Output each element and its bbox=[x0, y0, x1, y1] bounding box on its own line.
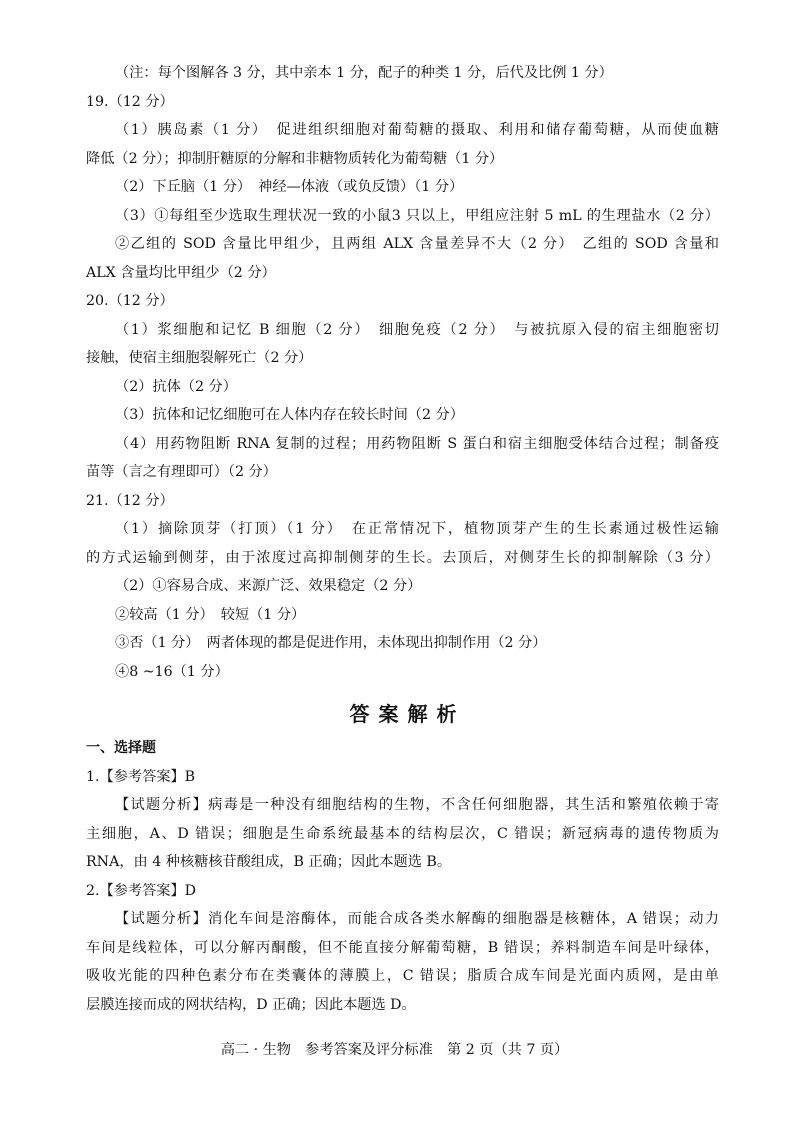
text-line: （1）摘除顶芽（打顶）（1 分） 在正常情况下，植物顶芽产生的生长素通过极性运输 bbox=[115, 521, 719, 537]
text-line: 1.【参考答案】B bbox=[86, 768, 196, 785]
text-line: 层膜连接而成的网状结构，D 正确；因此本题选 D。 bbox=[86, 996, 416, 1013]
text-line: 吸收光能的四种色素分布在类囊体的薄膜上，C 错误；脂质合成车间是光面内质网，是由单 bbox=[86, 968, 719, 984]
answer-key-part bbox=[86, 59, 719, 686]
text-line: RNA，由 4 种核糖核苷酸组成，B 正确；因此本题选 B。 bbox=[86, 854, 452, 870]
text-line: ②乙组的 SOD 含量比甲组少，且两组 ALX 含量差异不大（2 分） 乙组的 SOD 含量和 bbox=[115, 236, 719, 252]
text-line: （2）①容易合成、来源广泛、效果稳定（2 分） bbox=[115, 578, 422, 594]
text-line: 降低（2 分）；抑制肝糖原的分解和非糖物质转化为葡萄糖（1 分） bbox=[86, 150, 504, 167]
text-line: （2）抗体（2 分） bbox=[115, 378, 237, 395]
text-line: 主细胞，A、D 错误；细胞是生命系统最基本的结构层次，C 错误；新冠病毒的遗传物质为 bbox=[86, 825, 719, 842]
text-line: （3）①每组至少选取生理状况一致的小鼠3 只以上，甲组应注射 5 mL 的生理盐水（2 分） bbox=[115, 207, 719, 224]
section-title: 答案解析 bbox=[349, 702, 466, 726]
text-line: ③否（1 分） 两者体现的都是促进作用，未体现出抑制作用（2 分） bbox=[115, 635, 547, 651]
text-line: 接触，使宿主细胞裂解死亡（2 分） bbox=[86, 350, 313, 366]
text-line: 的方式运输到侧芽，由于浓度过高抑制侧芽的生长。去顶后，对侧芽生长的抑制解除（3 分） bbox=[86, 549, 719, 566]
text-line: 车间是线粒体，可以分解丙酮酸，但不能直接分解葡萄糖，B 错误；养料制造车间是叶绿体， bbox=[86, 939, 719, 956]
text-line: （4）用药物阻断 RNA 复制的过程；用药物阻断 S 蛋白和宿主细胞受体结合过程；制备疫 bbox=[115, 435, 719, 452]
text-line: ②较高（1 分） 较短（1 分） bbox=[115, 606, 306, 623]
text-line: （1）胰岛素（1 分） 促进组织细胞对葡萄糖的摄取、利用和储存葡萄糖，从而使血糖 bbox=[115, 122, 719, 138]
page-footer: 高二 · 生物 参考答案及评分标准 第 2 页（共 7 页） bbox=[220, 1042, 569, 1058]
text-line: （3）抗体和记忆细胞可在人体内存在较长时间（2 分） bbox=[115, 407, 464, 423]
text-line: ALX 含量均比甲组少（2 分） bbox=[86, 264, 276, 281]
text-line: 【试题分析】病毒是一种没有细胞结构的生物，不含任何细胞器，其生活和繁殖依赖于寄 bbox=[115, 797, 719, 813]
section-heading: 一、选择题 bbox=[86, 740, 156, 756]
text-line: 21.（12 分） bbox=[86, 492, 174, 509]
text-line: 20.（12 分） bbox=[86, 293, 174, 309]
text-line: ④8 ~16（1 分） bbox=[115, 663, 229, 680]
text-line: 19.（12 分） bbox=[86, 93, 174, 110]
text-line: 苗等（言之有理即可）（2 分） bbox=[86, 464, 277, 480]
text-line: 2.【参考答案】D bbox=[86, 882, 197, 899]
text-line: 【试题分析】消化车间是溶酶体，而能合成各类水解酶的细胞器是核糖体，A 错误；动力 bbox=[115, 911, 719, 927]
text-line: （1）浆细胞和记忆 B 细胞（2 分） 细胞免疫（2 分） 与被抗原入侵的宿主细胞密切 bbox=[115, 321, 719, 338]
text-line: （注：每个图解各 3 分，其中亲本 1 分，配子的种类 1 分，后代及比例 1 分） bbox=[115, 65, 613, 81]
analysis-part bbox=[86, 734, 719, 1019]
text-line: （2）下丘脑（1 分） 神经—体液（或负反馈）（1 分） bbox=[115, 179, 464, 195]
